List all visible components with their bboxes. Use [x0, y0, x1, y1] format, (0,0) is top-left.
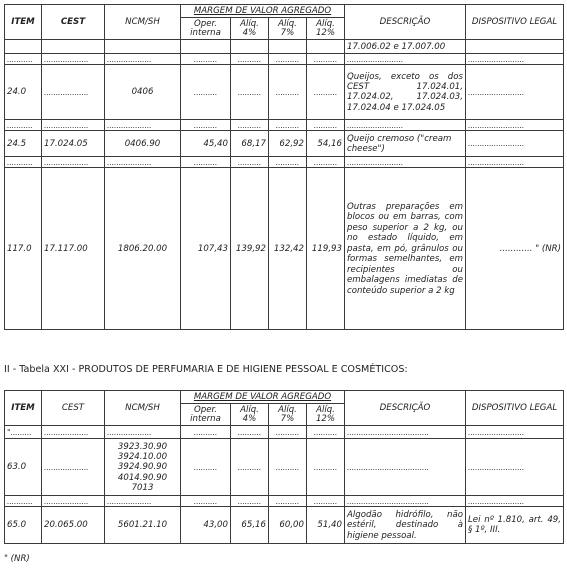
cell-item: 24.0 — [5, 65, 42, 120]
col-mva-header: MARGEM DE VALOR AGREGADO — [181, 5, 345, 18]
col-item-header: ITEM — [5, 5, 42, 40]
cell-cest: 20.065.00 — [42, 507, 105, 544]
cell-dispositivo: ........................ — [466, 439, 564, 496]
dots-row: "......... ................... ................... .......... .......... .......... .......... ................................... ........................ — [5, 426, 564, 439]
cell-descricao: Algodão hidrófilo, não estéril, destinado à higiene pessoal. — [345, 507, 466, 544]
table-row — [5, 168, 564, 330]
continuation-desc: 17.006.02 e 17.007.00 — [345, 40, 466, 54]
dots-row: ........... ................... ................... .......... .......... .......... .......... ........................ ........................ — [5, 54, 564, 65]
col-ncm-header: NCM/SH — [105, 391, 181, 426]
cell-oper: .......... — [181, 439, 231, 496]
footer-note: " (NR) — [4, 554, 30, 564]
cell-cest: ................... — [42, 439, 105, 496]
ncm-code: 3924.10.00 — [117, 452, 168, 463]
cell-ncm: 1806.20.00 — [105, 168, 181, 330]
cell-aliq4: .......... — [231, 65, 269, 120]
col-aliq4-header: Alíq. 4% — [231, 404, 269, 426]
col-descricao-header: DESCRIÇÃO — [345, 5, 466, 40]
cell-aliq7: .......... — [269, 65, 307, 120]
mva-table-2 — [4, 390, 564, 544]
cell-aliq12: 119,93 — [307, 168, 345, 330]
cell-ncm: 0406.90 — [105, 131, 181, 157]
col-dispositivo-header: DISPOSITIVO LEGAL — [466, 391, 564, 426]
ncm-code: 4014.90.90 — [117, 472, 168, 483]
cell-ncm: 0406 — [105, 65, 181, 120]
cell-ncm — [105, 439, 181, 496]
dots-row: ........... ................... ................... .......... .......... .......... .......... ........................ ........................ — [5, 120, 564, 131]
table-row — [5, 40, 564, 54]
cell-cest: 17.117.00 — [42, 168, 105, 330]
cell-aliq4: 65,16 — [231, 507, 269, 544]
col-ncm-header: NCM/SH — [105, 5, 181, 40]
cell-aliq12: .......... — [307, 65, 345, 120]
cell-descricao: Queijos, exceto os dos CEST 17.024.01, 17.024.02, 17.024.03, 17.024.04 e 17.024.05 — [345, 65, 466, 120]
cell-cest: ................... — [42, 65, 105, 120]
cell-aliq4: .......... — [231, 439, 269, 496]
cell-oper: 43,00 — [181, 507, 231, 544]
cell-item: 117.0 — [5, 168, 42, 330]
section-heading: II - Tabela XXI - PRODUTOS DE PERFUMARIA E DE HIGIENE PESSOAL E COSMÉTICOS: — [4, 364, 408, 375]
cell-cest: 17.024.05 — [42, 131, 105, 157]
col-cest-header: CEST — [42, 5, 105, 40]
cell-dispositivo: ............ " (NR) — [466, 168, 564, 330]
mva-table-1 — [4, 4, 564, 330]
ncm-code: 3923.30.90 — [117, 442, 168, 453]
ncm-code: 3924.90.90 — [117, 462, 168, 473]
col-aliq12-header: Alíq. 12% — [307, 18, 345, 40]
table-row — [5, 65, 564, 120]
cell-aliq7: .......... — [269, 439, 307, 496]
col-dispositivo-header: DISPOSITIVO LEGAL — [466, 5, 564, 40]
cell-item: 63.0 — [5, 439, 42, 496]
cell-item: 65.0 — [5, 507, 42, 544]
col-aliq7-header: Alíq. 7% — [269, 404, 307, 426]
cell-aliq12: .......... — [307, 439, 345, 496]
col-aliq7-header: Alíq. 7% — [269, 18, 307, 40]
col-oper-header: Oper. interna — [181, 404, 231, 426]
cell-descricao: Queijo cremoso ("cream cheese") — [345, 131, 466, 157]
table-row — [5, 439, 564, 496]
cell-dispositivo: ........................ — [466, 65, 564, 120]
ncm-code: 7013 — [131, 482, 154, 493]
col-cest-header: CEST — [42, 391, 105, 426]
cell-oper: .......... — [181, 65, 231, 120]
cell-aliq12: 51,40 — [307, 507, 345, 544]
cell-aliq7: 60,00 — [269, 507, 307, 544]
col-mva-header: MARGEM DE VALOR AGREGADO — [181, 391, 345, 404]
cell-aliq4: 139,92 — [231, 168, 269, 330]
dots-row: ........... ................... ................... .......... .......... .......... .......... ................................... ........................ — [5, 496, 564, 507]
cell-descricao: Outras preparações em blocos ou em barras, com peso superior a 2 kg, ou no estado líquido, em pasta, em pó, grânulos ou formas semelhantes, em recipientes ou embalagens imediatas de conteúdo superior a 2 kg — [345, 168, 466, 330]
col-oper-header: Oper. interna — [181, 18, 231, 40]
cell-oper: 107,43 — [181, 168, 231, 330]
col-descricao-header: DESCRIÇÃO — [345, 391, 466, 426]
table-row — [5, 131, 564, 157]
cell-ncm: 5601.21.10 — [105, 507, 181, 544]
cell-dispositivo: Lei nº 1.810, art. 49, § 1º, III. — [466, 507, 564, 544]
table-row — [5, 507, 564, 544]
cell-aliq4: 68,17 — [231, 131, 269, 157]
cell-item: 24.5 — [5, 131, 42, 157]
cell-descricao: ................................... — [345, 439, 466, 496]
dots-row: ........... ................... ................... .......... .......... .......... .......... ........................ ........................ — [5, 157, 564, 168]
col-aliq4-header: Alíq. 4% — [231, 18, 269, 40]
cell-dispositivo: ........................ — [466, 131, 564, 157]
cell-aliq7: 132,42 — [269, 168, 307, 330]
cell-oper: 45,40 — [181, 131, 231, 157]
cell-aliq7: 62,92 — [269, 131, 307, 157]
cell-aliq12: 54,16 — [307, 131, 345, 157]
col-aliq12-header: Alíq. 12% — [307, 404, 345, 426]
col-item-header: ITEM — [5, 391, 42, 426]
